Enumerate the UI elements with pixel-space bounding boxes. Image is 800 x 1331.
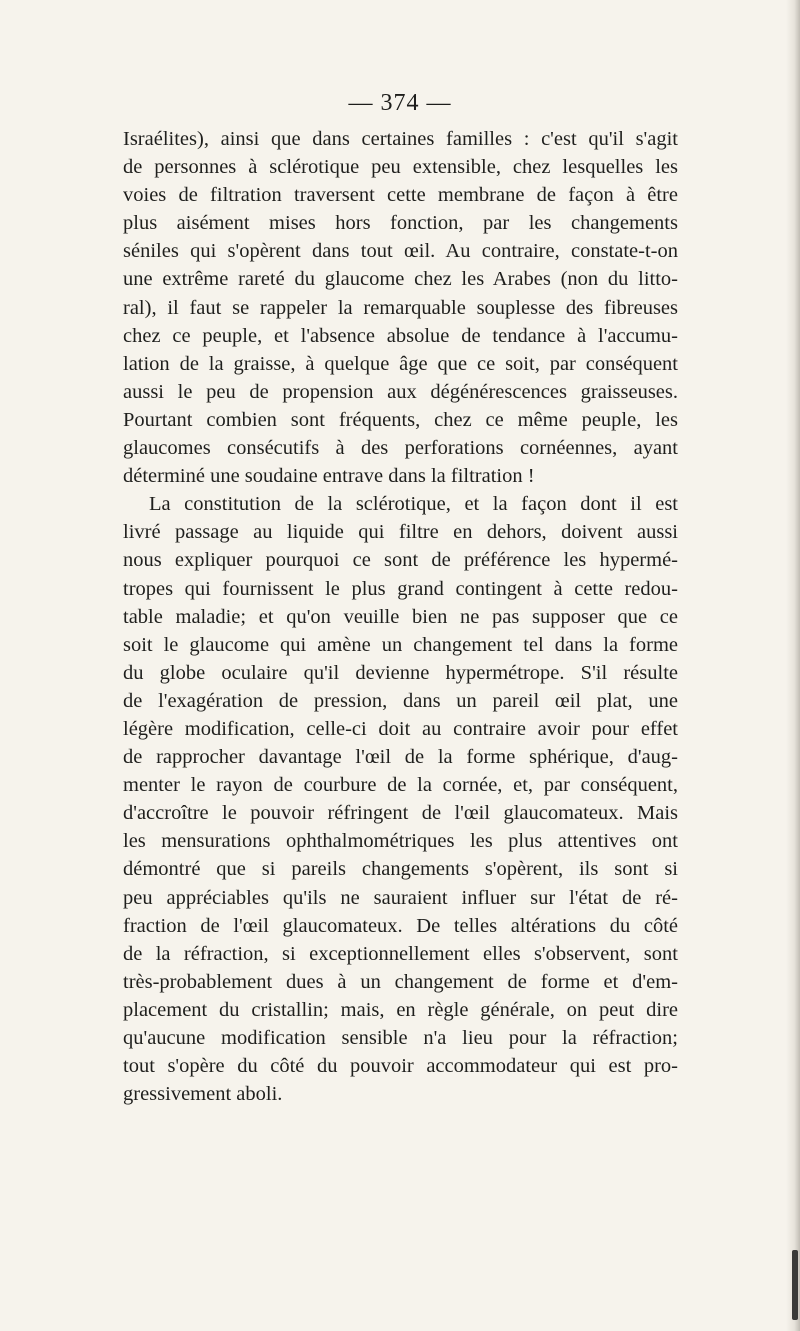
text-line: ral), il faut se rappeler la remarquable souplesse des fibreuses — [123, 296, 678, 319]
text-line: tropes qui fournissent le plus grand contingent à cette redou- — [123, 577, 678, 600]
text-line: gressivement aboli. — [123, 1083, 283, 1106]
text-line: soit le glaucome qui amène un changement tel dans la forme — [123, 633, 678, 656]
text-line: aussi le peu de propension aux dégénérescences graisseuses. — [123, 380, 678, 403]
text-line: de l'exagération de pression, dans un pareil œil plat, une — [123, 689, 678, 712]
text-line: nous expliquer pourquoi ce sont de préférence les hypermé- — [123, 549, 678, 572]
text-line: d'accroître le pouvoir réfringent de l'œil glaucomateux. Mais — [123, 802, 678, 825]
text-line: menter le rayon de courbure de la cornée, et, par conséquent, — [123, 774, 678, 797]
text-line: les mensurations ophthalmométriques les plus attentives ont — [123, 830, 678, 853]
text-line: peu appréciables qu'ils ne sauraient influer sur l'état de ré- — [123, 886, 678, 909]
text-line: fraction de l'œil glaucomateux. De telles altérations du côté — [123, 914, 678, 937]
text-line: Pourtant combien sont fréquents, chez ce même peuple, les — [123, 408, 678, 431]
text-line: chez ce peuple, et l'absence absolue de tendance à l'accumu- — [123, 324, 678, 347]
body-text — [123, 125, 678, 1108]
text-line: Israélites), ainsi que dans certaines familles : c'est qu'il s'agit — [123, 128, 678, 150]
text-line: légère modification, celle-ci doit au contraire avoir pour effet — [123, 717, 678, 740]
page-edge-mark — [792, 1250, 798, 1320]
text-line: de rapprocher davantage l'œil de la forme sphérique, d'aug- — [123, 746, 678, 769]
text-line: une extrême rareté du glaucome chez les Arabes (non du litto- — [123, 268, 678, 291]
text-line: de personnes à sclérotique peu extensible, chez lesquelles les — [123, 156, 678, 179]
page-edge-shadow — [786, 0, 800, 1331]
text-line: très-probablement dues à un changement de forme et d'em- — [123, 970, 678, 993]
text-line: de la réfraction, si exceptionnellement elles s'observent, sont — [123, 942, 678, 965]
text-line: lation de la graisse, à quelque âge que ce soit, par conséquent — [123, 352, 678, 375]
text-line: table maladie; et qu'on veuille bien ne pas supposer que ce — [123, 605, 678, 628]
text-line: glaucomes consécutifs à des perforations cornéennes, ayant — [123, 437, 678, 460]
text-line: tout s'opère du côté du pouvoir accommodateur qui est pro- — [123, 1055, 678, 1078]
page-number: — 374 — — [348, 90, 452, 116]
text-line: livré passage au liquide qui filtre en dehors, doivent aussi — [123, 521, 678, 544]
text-line: du globe oculaire qu'il devienne hypermétrope. S'il résulte — [123, 661, 678, 684]
text-line: démontré que si pareils changements s'opèrent, ils sont si — [123, 858, 678, 881]
text-line: qu'aucune modification sensible n'a lieu pour la réfraction; — [123, 1027, 678, 1049]
text-line: placement du cristallin; mais, en règle générale, on peut dire — [123, 998, 678, 1021]
text-line: La constitution de la sclérotique, et la façon dont il est — [149, 493, 678, 516]
text-line: séniles qui s'opèrent dans tout œil. Au contraire, constate-t-on — [123, 240, 678, 263]
text-line: plus aisément mises hors fonction, par les changements — [123, 212, 678, 235]
text-line: déterminé une soudaine entrave dans la filtration ! — [123, 465, 535, 488]
text-line: voies de filtration traversent cette membrane de façon à être — [123, 184, 678, 207]
